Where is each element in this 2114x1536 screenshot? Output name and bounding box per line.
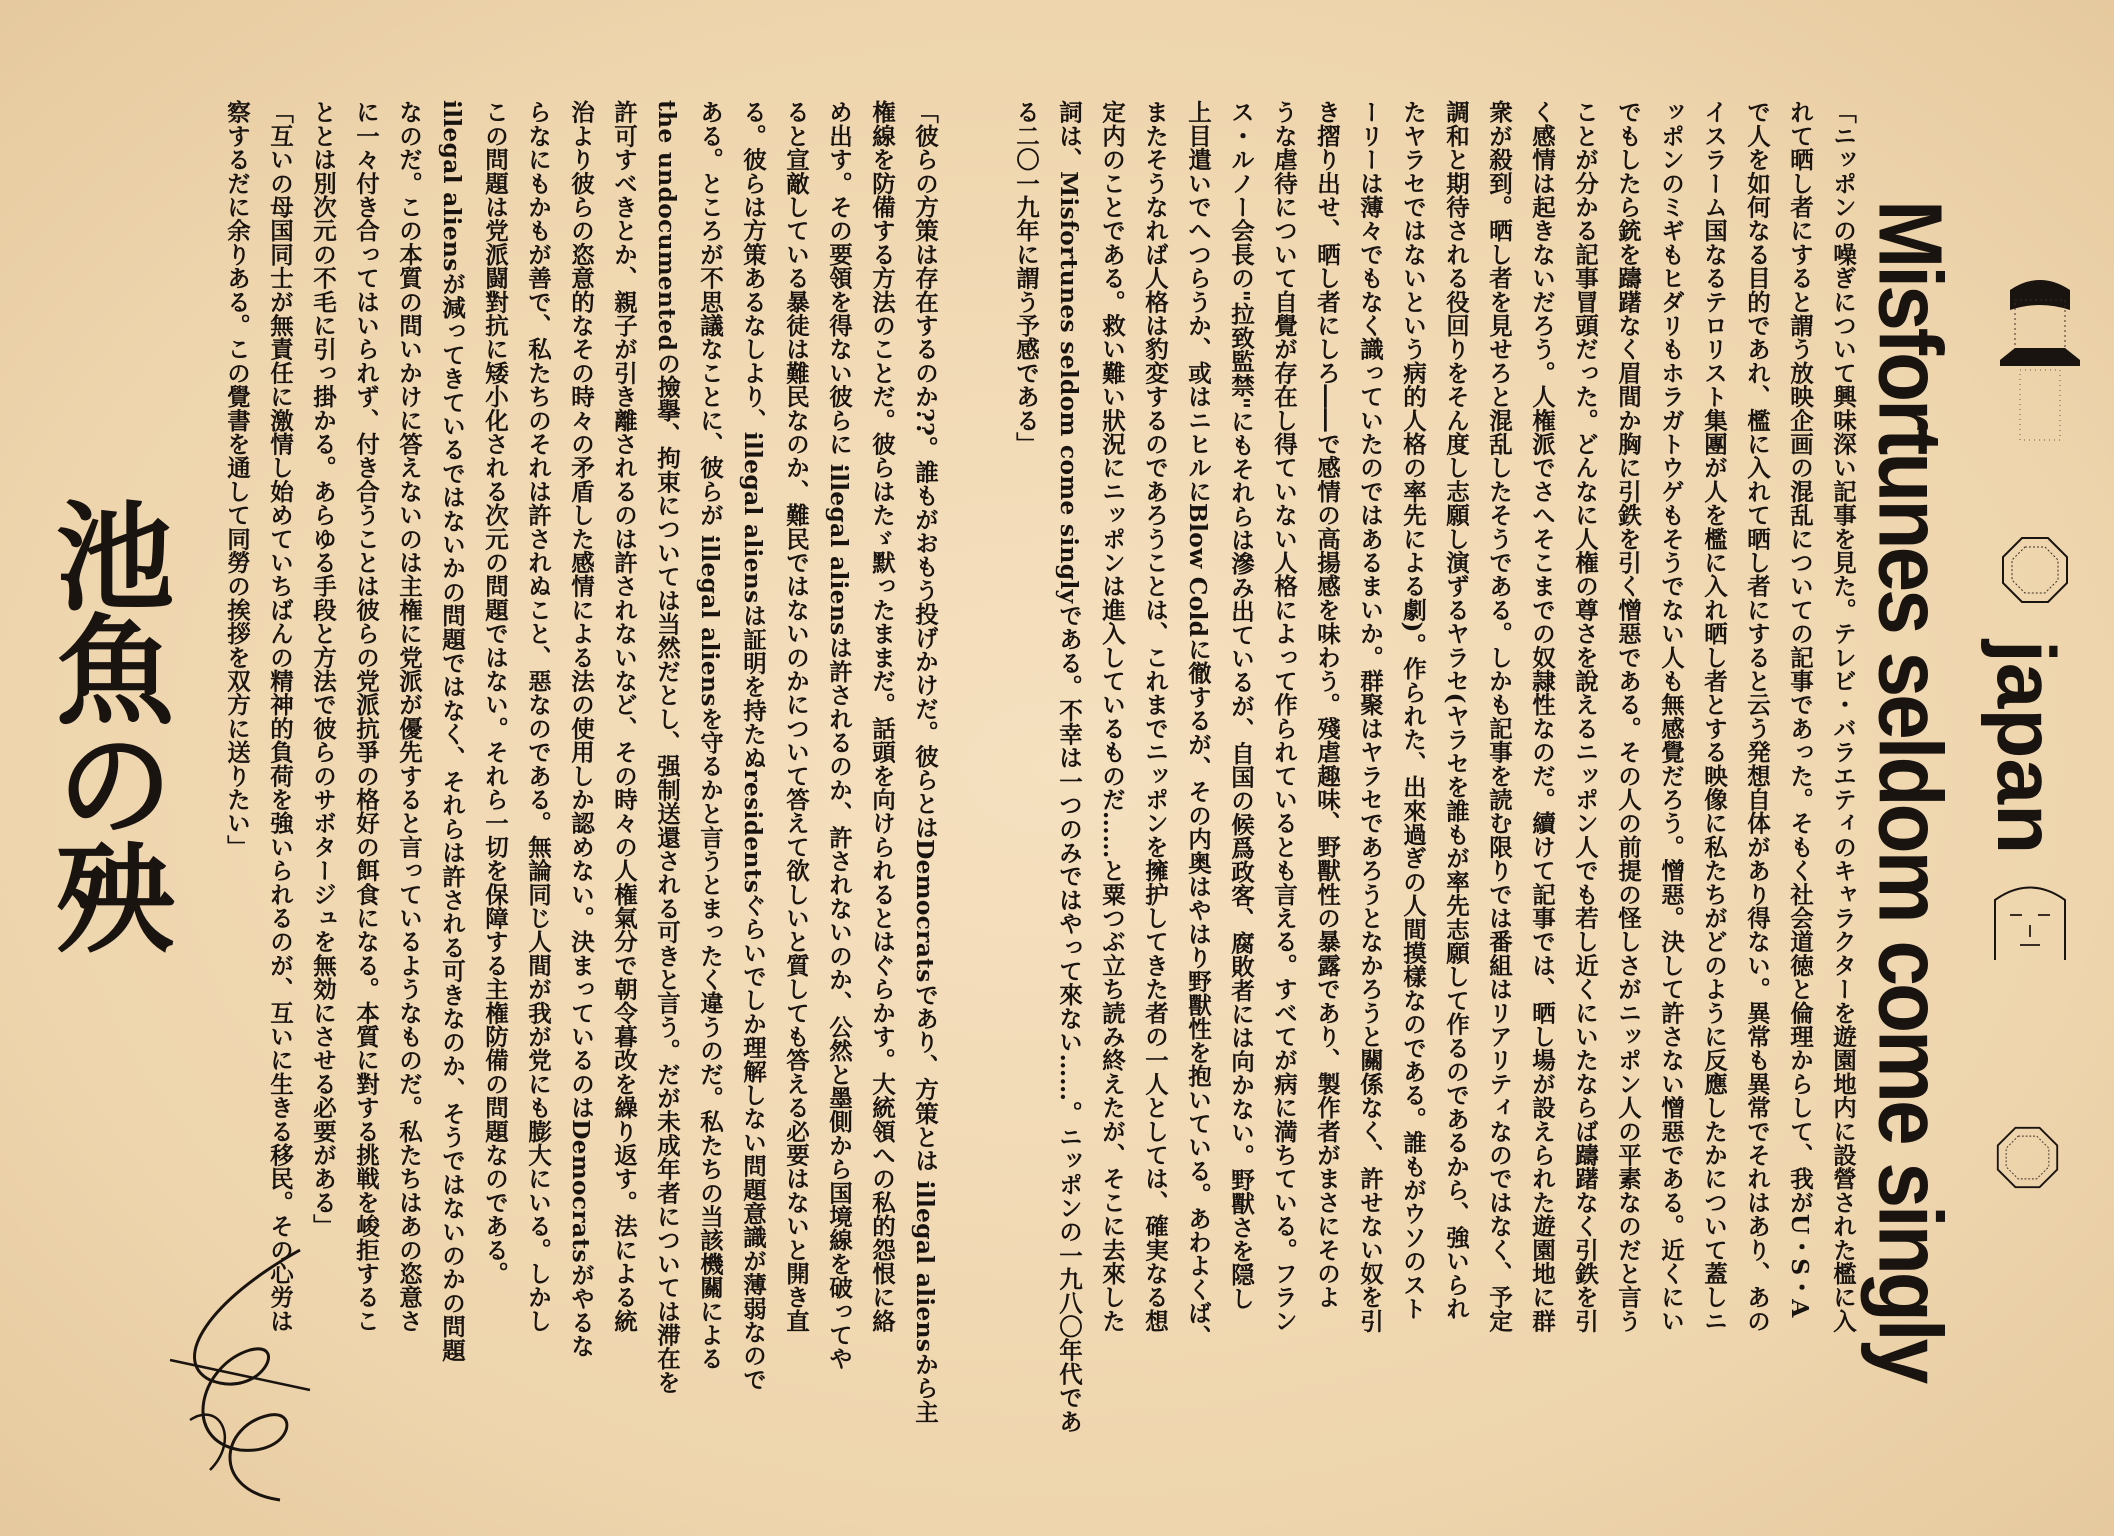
text-column: る二〇一九年に謂う予感である」 <box>1012 100 1040 456</box>
text-column: 察するだに余りある。この覺書を通して同勞の挨拶を双方に送りたい」 <box>223 100 251 859</box>
text-column: る。彼らは方策あるなしより、illegal aliensは証明を持たぬresidentsぐらいでしか理解しない問題意識が薄弱なので <box>739 100 767 1391</box>
text-column: ッポンのミギもヒダリもホラガトウゲもそうでない人も無感覺だろう。憎惡。決して許さない憎惡である。近くにい <box>1657 100 1685 1333</box>
text-column: 「互いの母国同士が無責任に激情し始めていちばんの精神的負荷を強いられるのが、互いに生きる移民。その心労は <box>266 100 294 1333</box>
octagon-seal-icon <box>1995 1125 2060 1190</box>
text-column: ととは別次元の不毛に引っ掛かる。あらゆる手段と方法で彼らのサボタージュを無効にさせる必要がある」 <box>309 100 337 1238</box>
text-column: ると宣敵している暴徒は難民なのか、難民ではないのかについて答えて欲しいと質しても答える必要はないと開き直 <box>782 100 810 1333</box>
text-column: で人を如何なる目的であれ、檻に入れて晒し者にすると云う発想自体があり得ない。異常も異常でそれはあり、あの <box>1743 100 1771 1333</box>
text-column: ーリーは薄々でもなく識っていたのではあるまいか。群聚はヤラセであろうとなかろうと關係なく、許せない奴を引 <box>1356 100 1384 1333</box>
text-column: ある。ところが不思議なことに、彼らが illegal aliensを守るかと言うとまったく違うのだ。私たちの当該機關による <box>696 100 724 1371</box>
portrait-icon <box>1995 270 2085 450</box>
text-column: め出す。その要領を得ない彼らに illegal aliensは許されるのか、許されないのか、公然と墨側から国境線を破ってや <box>825 100 853 1371</box>
text-column: 許可すべきとか、親子が引き離されるのは許されないなど、その時々の人権氣分で朝令暮改を繰り返す。法による統 <box>610 100 638 1333</box>
text-column: 定内のことである。救い難い狀況にニッポンは進入しているものだ……と粟つぶ立ち読み終えたが、そこに去來した <box>1098 100 1126 1333</box>
text-column: たヤラセではないという病的人格の率先による劇)。作られた、出來過ぎの人間摸樣なのである。誰もがウソのスト <box>1399 100 1427 1321</box>
signature-icon <box>150 1240 330 1510</box>
text-column: 上目遣いでへつらうか、或はニヒルにBlow Coldに徹するが、その内奥はやはり野獸性を抱いている。あわよくば、 <box>1184 100 1212 1349</box>
text-column: 調和と期待される役回りをそん度し志願し演ずるヤラセ(ヤラセを誰もが率先志願して作るのであるから、強いられ <box>1442 100 1470 1321</box>
text-column: イスラーム国なるテロリスト集團が人を檻に入れ晒し者とする映像に私たちがどのように反應したかについて蓋しニ <box>1700 100 1728 1333</box>
text-column: らなにもかもが善で、私たちのそれは許されぬこと、惡なのである。無論同じ人間が我が党にも膨大にいる。しかし <box>524 100 552 1333</box>
text-column: に一々付き合ってはいられず、付き合うことは彼らの党派抗爭の格好の餌食になる。本質に對する挑戦を峻拒するこ <box>352 100 380 1333</box>
headline: Misfortunes seldom come singly <box>1859 200 1960 1382</box>
right-article <box>1004 100 1864 1433</box>
text-column: 詞は、Misfortunes seldom come singlyである。不幸は一つのみではやって來ない……。ニッポンの一九八〇年代であ <box>1055 100 1083 1433</box>
text-column: またそうなれば人格は豹変するのであろうことは、これまでニッポンを擁护してきた者の一人としては、確実なる想 <box>1141 100 1169 1333</box>
text-column: 「彼らの方策は存在するのか??。誰もがおもう投げかけだ。彼らとはDemocratsであり、方策とは illegal aliensから主 <box>911 100 939 1424</box>
text-column: ことが分かる記事冒頭だった。どんなに人権の尊さを說えるニッポン人でも若し近くにいたならば躊躇なく引鉄を引 <box>1571 100 1599 1333</box>
text-column: 衆が殺到。晒し者を見せろと混乱したそうである。しかも記事を読む限りでは番組はリアリティなのではなく、予定 <box>1485 100 1513 1333</box>
text-column: なのだ。この本質の問いかけに答えないのは主権に党派が優先すると言っているようなものだ。私たちはあの恣意さ <box>395 100 423 1333</box>
octagon-seal-icon <box>2000 535 2070 605</box>
left-article <box>215 100 946 1424</box>
page-title: 池魚の殃 <box>36 495 175 951</box>
text-column: き摺り出せ、晒し者にしろ――で感情の高揚感を味わう。殘虐趣味、野獸性の暴露であり、製作者がまさにそのよ <box>1313 100 1341 1309</box>
text-column: でもしたら銃を躊躇なく眉間か胸に引鉄を引く憎惡である。その人の前提の怪しさがニッポン人の平素なのだと言う <box>1614 100 1642 1333</box>
text-column: ス・ルノー会長の"拉致監禁"にもそれらは滲み出ているが、自国の候爲政客、腐敗者には向かない。野獸さを隠し <box>1227 100 1255 1310</box>
text-column: 「ニッポンの噪ぎについて興味深い記事を見た。テレビ・バラエティのキャラクターを遊園地内に設營された檻に入 <box>1829 100 1857 1333</box>
text-column: この問題は党派闘對抗に矮小化される次元の問題ではない。それら一切を保障する主権防備の問題なのである。 <box>481 100 509 1285</box>
text-column: 権線を防備する方法のことだ。彼らはたゞ默ったままだ。話頭を向けられるとはぐらかす。大統領への私的怨恨に絡 <box>868 100 896 1333</box>
text-column: れて晒し者にすると謂う放映企画の混乱についての記事であった。そもく社会道徳と倫理からして、我がU・S・A <box>1786 100 1814 1318</box>
text-column: illegal aliensが減ってきているではないかの問題ではなく、それらは許される可きなのか、そうではないのかの問題 <box>438 100 466 1362</box>
text-column: the undocumentedの撿擧、拘束については当然だとし、强制送還される可きと言う。だが未成年者については滞在を <box>653 100 681 1394</box>
text-column: 治より彼らの恣意的なその時々の矛盾した感情による法の使用しか認めない。決まっているのはDemocratsがやるな <box>567 100 595 1358</box>
text-column: うな虐待について自覺が存在し得ていない人格によって作られているとも言える。すべてが病に満ちている。フラン <box>1270 100 1298 1333</box>
face-icon <box>1985 880 2075 970</box>
section-label: japan <box>1980 640 2071 855</box>
text-column: く感情は起きないだろう。人権派でさへそこまでの奴隷性なのだ。續けて記事では、晒し場が設えられた遊園地に群 <box>1528 100 1556 1333</box>
